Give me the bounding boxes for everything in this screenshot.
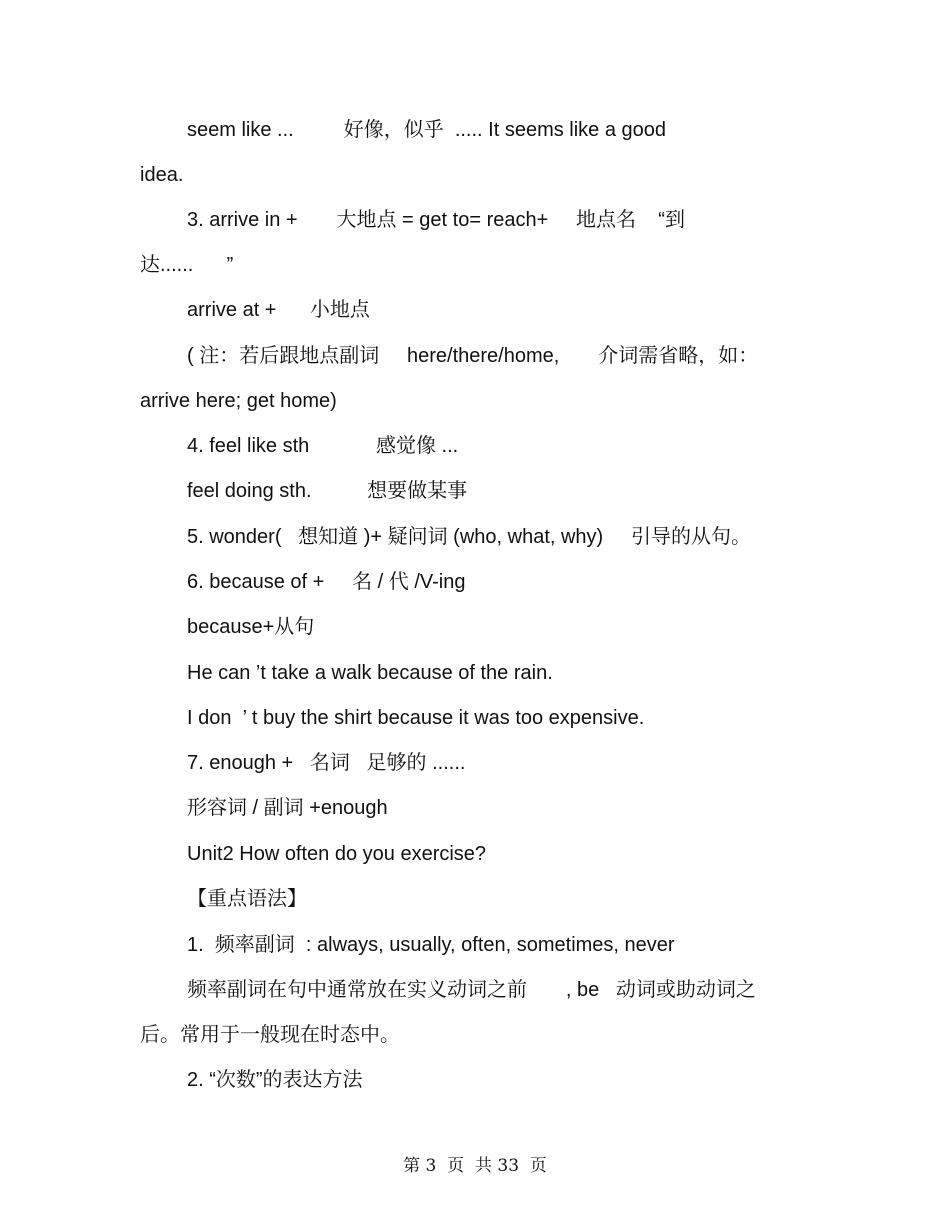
text-line: I don ’ t buy the shirt because it was too expensive.: [187, 707, 645, 729]
text-line: 频率副词在句中通常放在实义动词之前 , be 动词或助动词之: [187, 979, 756, 1001]
text-line: feel doing sth. 想要做某事: [187, 480, 468, 502]
text-line: arrive at + 小地点: [187, 299, 370, 321]
text-line: 达...... ”: [140, 254, 234, 276]
text-line: ( 注：若后跟地点副词 here/there/home, 介词需省略，如：: [187, 345, 759, 367]
text-line: 1. 频率副词 : always, usually, often, sometimes, never: [187, 934, 675, 956]
text-line: because+从句: [187, 616, 315, 638]
text-line: 5. wonder( 想知道 )+ 疑问词 (who, what, why) 引导的从句。: [187, 526, 752, 548]
text-line: seem like ... 好像，似乎 ..... It seems like a good: [187, 119, 667, 141]
text-line: 2. “次数”的表达方法: [187, 1069, 363, 1091]
text-line: 4. feel like sth 感觉像 ...: [187, 435, 459, 457]
unit-heading: Unit2 How often do you exercise?: [187, 843, 487, 865]
text-line: 形容词 / 副词 +enough: [187, 797, 388, 819]
text-line: 7. enough + 名词 足够的 ......: [187, 752, 466, 774]
section-heading: 【重点语法】: [187, 888, 307, 910]
page-footer: 第 3 页 共 33 页: [403, 1156, 547, 1176]
text-line: 6. because of + 名 / 代 /V-ing: [187, 571, 466, 593]
text-line: He can ’t take a walk because of the rain.: [187, 662, 553, 684]
text-line: 3. arrive in + 大地点 = get to= reach+ 地点名 “到: [187, 209, 685, 231]
text-line: 后。常用于一般现在时态中。: [140, 1024, 400, 1046]
text-line: arrive here; get home): [140, 390, 337, 412]
text-line: idea.: [140, 164, 184, 186]
